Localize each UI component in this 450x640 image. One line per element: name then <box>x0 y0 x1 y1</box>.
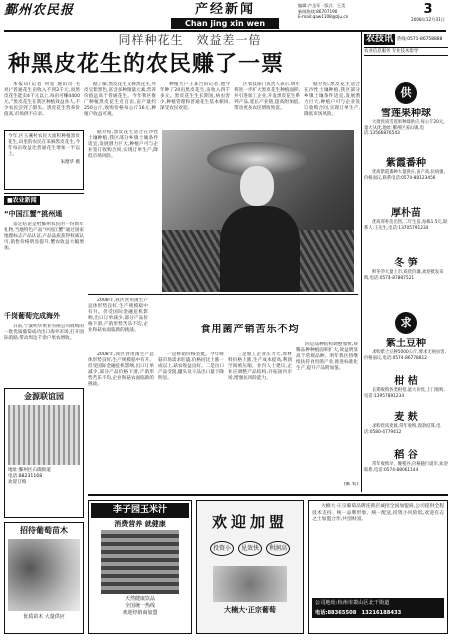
photo-credit: 朱德华 摄 <box>60 160 80 165</box>
story1-title: “中国江蟹”挑州通 <box>4 210 63 218</box>
info-line: 编辑:卢圣军 · 版式：王美 <box>298 3 346 8</box>
supply-item <box>364 258 448 308</box>
ad1-line: 电话:88231168 <box>8 473 43 479</box>
grape-image <box>213 566 287 602</box>
corn-ad-image <box>101 530 179 594</box>
corn-ad-line: 天然健康饮品 <box>124 596 155 603</box>
page-number: 3 <box>423 3 433 17</box>
demand-item <box>364 376 448 412</box>
supply-item <box>364 158 448 208</box>
demand-item-title: 紫土豆种 <box>386 338 426 349</box>
franchise-tag: 利润高 <box>266 541 290 556</box>
franchise-big-text: 欢迎加盟 <box>211 513 288 531</box>
main-headline: 种黑皮花生的农民赚了一票 <box>8 51 285 77</box>
right-header-phone: 热线:0571-86758888 <box>397 36 443 42</box>
second-intro: 2008年,我区食用菌生产总体形势良好,生产规模稳中有升。但受国际金融危机影响,出口订单减少,部分产品价格下滑,产销形势苦乐不均,企业和菇农面临新的挑战。 <box>88 298 148 334</box>
corn-juice-ad <box>88 500 192 634</box>
demand-tag: 求 <box>395 312 417 334</box>
franchise-tag: 见效快 <box>238 541 262 556</box>
story-kicker: 同样种花生 效益差一倍 <box>118 33 262 47</box>
supply-item-title: 厚朴苗 <box>391 208 421 219</box>
demand-list <box>364 338 448 488</box>
second-column-2: 一是鲜销价格坚挺。今年鲜菇市场需求旺盛,价格同比上涨一成以上,菇农收益良好。二是出口产品受阻,罐头及干品出口量下降明显。 <box>158 352 224 382</box>
right-column-rule <box>361 32 362 492</box>
demand-item-title: 柑 桔 <box>394 376 418 387</box>
left-ad-1 <box>4 388 84 518</box>
supply-item-text: 大批优质雪莲果种球供应,每公斤20元,量大从优,地址:鄞州区姜山镇,电话:13566876543 <box>364 120 445 137</box>
supply-tag: 供 <box>395 82 417 104</box>
story2-title: 千岗葡萄完成海外 <box>4 312 60 320</box>
story1-text: 鉴定结论是给鄞州农民的一份新年礼物,当地特色产品“中国江蟹”通过国家地理标志产品认证,产品品质获得权威认可,销售价格明显提升,蟹农收益大幅增加。 <box>4 222 84 252</box>
left-divider <box>4 193 84 194</box>
corn-ad-line: 全国统一热线 <box>124 603 155 610</box>
section-label-wrap <box>4 196 84 206</box>
story2-text: 日前,宁波明华果业有限公司收购的一批优质葡萄成功出口海外市场,打开国际销路,带动周边千余户果农增收。 <box>4 324 84 342</box>
demand-item-title: 麦 麸 <box>394 412 418 423</box>
second-column-3: 三是加工企业压力大,原材料价格上涨,生产成本提高,利润空间被压缩。业内人士建议,企业应调整产品结构,开拓国内市场,增强抗风险能力。 <box>228 352 292 382</box>
demand-item <box>364 338 448 376</box>
body-column-left-photo: 据介绍,黑皮花生适合在沙性土壤种植,我区部分乡镇土壤条件适宜,发展潜力巨大,种植户可与企业签订收购合同,实现订单生产,降低市场风险。 <box>88 130 158 160</box>
second-credit: (鄞 农) <box>343 482 358 487</box>
body-column-2: 种植大户王某告诉记者,他今年种了20亩黑皮花生,亩收入四千多元。黑皮花生生长期短,病虫害少,种植管理和普通花生基本相同,深受农民欢迎。 <box>160 82 230 112</box>
recruit-phone: 电话:88365508 13216188433 <box>312 608 444 618</box>
supply-item-title: 冬 笋 <box>394 258 418 269</box>
demand-item-text: 常年收购早、晚稻谷,价格随行就市,欢迎联系,电话:0574-88061144 <box>364 462 448 473</box>
editor-info <box>298 3 408 29</box>
supply-item <box>364 108 448 158</box>
demand-item-text: 长期收购各类柑桔,量大价优,上门收购,电话:13957891234 <box>364 388 445 399</box>
page-number-block <box>410 3 446 29</box>
farmer-figure <box>220 206 300 292</box>
recruit-address: 公司地址:杭州市萧山区北干街道 <box>312 598 444 608</box>
demand-item-text: 求购优质麦麸,常年收购,现款结算,电话:0580-4779412 <box>364 424 441 435</box>
supply-item-text: 优质厚朴苗出售,二年生苗,每株1.5元,联系人:王先生,电话:13705791234 <box>364 220 448 231</box>
corn-ad-sub: 消费营养 就健康 <box>114 519 166 528</box>
story-divider <box>88 294 358 295</box>
info-line: 新闻热线:86707190 <box>298 8 338 14</box>
franchise-tag: 投资小 <box>210 541 234 556</box>
supply-item-text: 优质紫霞番种大量供应,亩产高,抗病强,价格面议,联系电话:0574-88123456 <box>364 170 445 181</box>
left-ad-2 <box>4 522 84 634</box>
supply-list <box>364 108 448 308</box>
section-banner <box>155 2 295 30</box>
corn-ad-title: 李子园玉米汁 <box>91 503 189 518</box>
demand-item-title: 稻 谷 <box>394 450 418 461</box>
recruit-text: 大楠大·正宗葡萄品牌连锁店诚招全国加盟商,公司提供全程技术支持、统一品牌形象、统一配送,投资小风险低,欢迎有志之士加盟合作,共创财富。 <box>312 504 444 523</box>
ad1-line: 欢迎订购 <box>8 479 27 485</box>
supply-item-text: 鲜冬笋大量上市,质优价廉,欢迎批发采购,电话:0574-87887521 <box>364 270 444 281</box>
ad1-line: 地址:鄞州区石碶街道 <box>8 467 51 473</box>
corn-ad-line: 欢迎经销商加盟 <box>122 610 158 617</box>
intro-paragraph: 本报讯(记者 何星 通讯员 毛亮)“普通花生亩收入不到2千元,而黑皮花生能卖4千元以上,每亩可赚4400元。”黑皮花生在我区种植效益喜人,不少农民尝到了甜头。黑皮花生营养价值高,市场供不应求。 <box>4 82 80 118</box>
photo-caption: 今年,区玉溪村农民大面积种植黑皮花生,田里的农民在采摘黑皮花生,今年每亩收益比普通花生增加一半以上。 <box>8 134 80 157</box>
newspaper-logo: 鄞州农民报 <box>4 3 75 18</box>
section-title: 产经新闻 <box>194 2 255 17</box>
body-column-4: 据介绍,黑皮花生适合在沙性土壤种植,我区部分乡镇土壤条件适宜,发展潜力巨大,种植户可与企业签订收购合同,实现订单生产,降低市场风险。 <box>304 82 360 118</box>
franchise-tags <box>199 541 301 556</box>
ad1-title: 金源联谊园 <box>24 392 64 401</box>
demand-item-text: 求购紫土豆种5000公斤,要求无病虫害,价格面议,电话:0574-86778812 <box>364 350 446 361</box>
recruit-ad <box>308 500 448 634</box>
franchise-ad <box>196 500 304 634</box>
section-pinyin: Chan jing xin wen <box>171 18 279 29</box>
masthead-rule <box>4 30 446 32</box>
ads-rule <box>88 494 448 496</box>
info-line: E-mail:qaw1108@zju.cn <box>298 14 349 20</box>
body-column-3: 区农技部门负责人表示,明年将进一步扩大黑皮花生种植面积,并引进加工企业,开发黑皮花生系列产品,延长产业链,提高附加值,带动更多农民增收致富。 <box>234 82 300 112</box>
farmer-photo <box>162 130 354 292</box>
body-column-1: 据了解,黑皮花生又称黑花生,外皮呈紫黑色,富含多种微量元素,营养价值远高于普通花生。今年我区推广种植黑皮花生近百亩,亩产量约250公斤,收购价格每公斤16元,种植户收益可观。 <box>84 82 156 118</box>
farmer-face <box>240 166 274 206</box>
supply-item-title: 雪莲果种球 <box>381 108 431 119</box>
issue-date: 2008年12月31日 <box>411 17 445 22</box>
ad2-title: 招待葡萄苗木 <box>20 526 68 535</box>
ad1-image <box>8 405 80 465</box>
ad2-image <box>8 539 80 611</box>
franchise-brand: 大楠大·正宗葡萄 <box>224 606 276 615</box>
second-column-4: 四是品种结构调整加快,珍稀品种种植面积扩大,效益明显高于常规品种。明年我区将继续扶持食用菌产业,推进标准化生产,提升产品附加值。 <box>296 342 358 372</box>
supply-item-title: 紫霞番种 <box>386 158 426 169</box>
ad2-text: 优质苗木 大量供应 <box>23 613 65 620</box>
supply-item <box>364 208 448 258</box>
demand-item <box>364 450 448 486</box>
right-header-title: 农技讯 <box>366 34 394 44</box>
second-column-1: 2008年,我区食用菌生产总体形势良好,生产规模稳中有升。但受国际金融危机影响,出口订单减少,部分产品价格下滑,产销形势苦乐不均,企业和菇农面临新的挑战。 <box>88 352 154 388</box>
photo-caption-box <box>4 130 84 190</box>
demand-item <box>364 412 448 450</box>
section-label: ■农业新闻 <box>4 196 40 205</box>
right-header <box>364 34 448 70</box>
second-headline: 食用菌产销苦乐不均 <box>200 324 300 335</box>
right-header-sub: 农业信息服务 专业技术指导 <box>364 47 448 56</box>
